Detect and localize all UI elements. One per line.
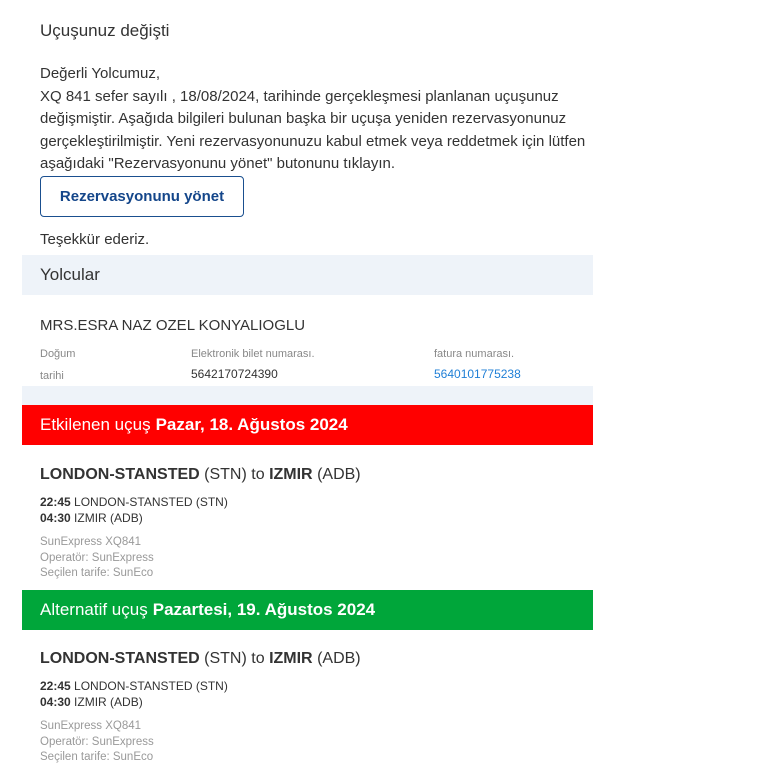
alternative-times (40, 679, 228, 710)
to-city: IZMIR (269, 650, 313, 667)
alternative-flight-banner (22, 590, 593, 630)
departure-time: 22:45 (40, 495, 71, 509)
departure-place: LONDON-STANSTED (STN) (74, 679, 228, 693)
passengers-heading: Yolcular (22, 255, 593, 295)
operator: Operatör: SunExpress (40, 735, 154, 748)
operator: Operatör: SunExpress (40, 551, 154, 564)
manage-reservation-button[interactable]: Rezervasyonunu yönet (40, 176, 244, 217)
arrival-time: 04:30 (40, 694, 71, 709)
from-city: LONDON-STANSTED (40, 466, 200, 483)
from-code: (STN) (204, 466, 247, 483)
flight-number: SunExpress XQ841 (40, 720, 142, 732)
banner-date: Pazartesi, 19. Ağustos 2024 (152, 600, 376, 619)
alternative-info (40, 719, 154, 766)
to-code: (ADB) (317, 466, 361, 483)
fare: Seçilen tarife: SunEco (40, 567, 154, 579)
thanks-text: Teşekkür ederiz. (40, 231, 150, 248)
flight-number: SunExpress XQ841 (40, 536, 142, 548)
arrival-place: IZMIR (ADB) (74, 694, 143, 709)
from-city: LONDON-STANSTED (40, 650, 200, 667)
from-code: (STN) (204, 650, 247, 667)
to-word: to (251, 466, 265, 483)
invoice-number-link[interactable]: 5640101775238 (434, 367, 521, 381)
alternative-route (40, 650, 361, 668)
birth-date-label (40, 348, 75, 360)
passengers-footer (22, 386, 593, 405)
email-body (40, 63, 600, 176)
birth-date-label-2: tarihi (40, 370, 64, 382)
invoice-number-label: fatura numarası. (434, 348, 515, 360)
to-city: IZMIR (269, 466, 313, 483)
affected-flight-banner (22, 405, 593, 445)
passenger-name: MRS.ESRA NAZ OZEL KONYALIOGLU (40, 317, 306, 334)
message-paragraph: XQ 841 sefer sayılı , 18/08/2024, tarihinde gerçekleşmesi planlanan uçuşunuz değişmiştir. Aşağıda bilgileri bulunan başka bir uçuşa yeniden rezervasyonunuz gerçekleştirilmiştir. Yeni rezervasyonunuzu kabul etmek veya reddetmek için lütfen aşağıdaki "Rezervasyonunu yönet" butonunu tıklayın. (40, 87, 586, 172)
greeting: Değerli Yolcumuz, (40, 65, 161, 82)
ticket-number-label: Elektronik bilet numarası. (191, 348, 315, 360)
to-word: to (251, 650, 265, 667)
arrival-time: 04:30 (40, 510, 71, 525)
affected-route (40, 466, 361, 484)
banner-prefix: Etkilenen uçuş (40, 415, 151, 434)
affected-times (40, 495, 228, 526)
arrival-place: IZMIR (ADB) (74, 510, 143, 525)
ticket-number: 5642170724390 (191, 367, 278, 381)
fare: Seçilen tarife: SunEco (40, 751, 154, 763)
birth-label-1: Doğum (40, 348, 76, 360)
email-title: Uçuşunuz değişti (40, 21, 170, 40)
departure-time: 22:45 (40, 679, 71, 693)
banner-date: Pazar, 18. Ağustos 2024 (155, 415, 348, 434)
departure-place: LONDON-STANSTED (STN) (74, 495, 228, 509)
to-code: (ADB) (317, 650, 361, 667)
banner-prefix: Alternatif uçuş (40, 600, 148, 619)
affected-info (40, 535, 154, 582)
